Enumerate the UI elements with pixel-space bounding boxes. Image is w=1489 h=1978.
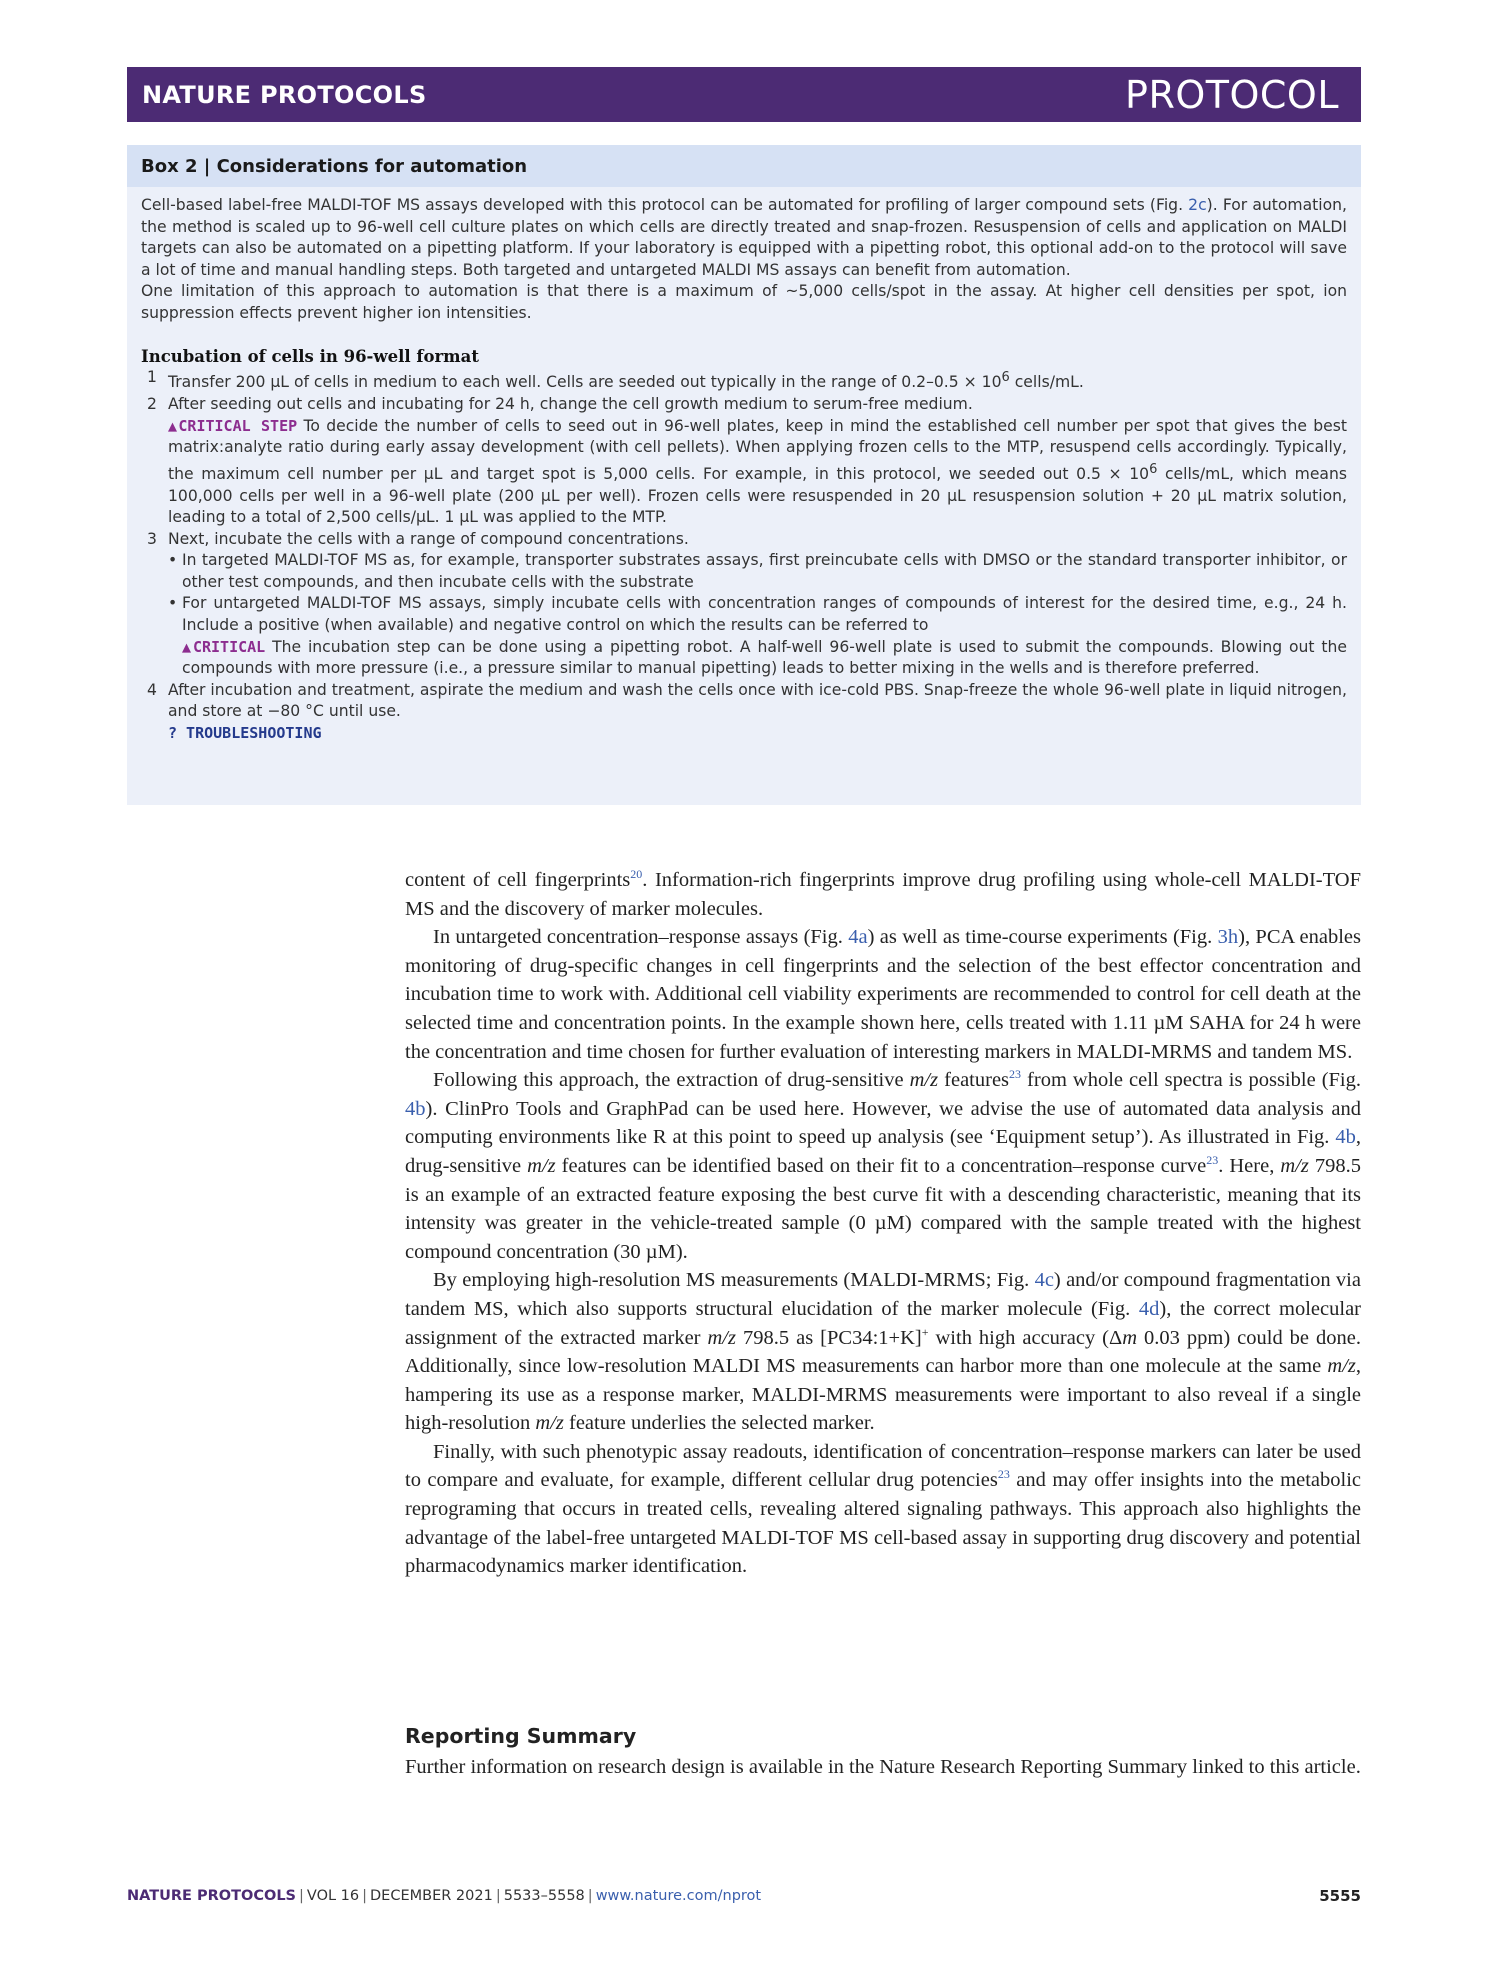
- step-2: [141, 394, 1347, 416]
- text-run: ). ClinPro Tools and GraphPad can be used here. However, we advise the use of automated data analysis and computing environments like R at this point to speed up analysis (see ‘Equipment setup’). As illustrated in Fig.: [405, 1097, 1361, 1149]
- text-run: features: [938, 1069, 1010, 1092]
- paragraph: [405, 1438, 1361, 1581]
- box-limitation-paragraph: One limitation of this approach to automation is that there is a maximum of ~5,000 cells/spot in the assay. At higher cell densities per spot, ion suppression effects prevent higher ion intensities.: [141, 282, 1347, 322]
- mz-italic: m/z: [527, 1154, 556, 1177]
- footer-volume: VOL 16: [306, 1888, 360, 1904]
- superscript: 6: [1001, 370, 1010, 386]
- text-run: To decide the number of cells to seed out in 96-well plates, keep in mind the established cell number per spot that gives the best matrix:analyte ratio during early assay development (with cell pellets). When applying frozen cells to the MTP, resuspend cells accordingly. Typically, the maximum cell number per µL and target spot is 5,000 cells. For example, in this protocol, we seeded out 0.5 × 10: [168, 416, 1347, 483]
- text-run: cells/mL, which means 100,000 cells per well in a 96-well plate (200 µL per well). Frozen cells were resuspended in 20 µL resuspension solution + 20 µL matrix solution, leading to a total of 2,500 cells/µL. 1 µL was applied to the MTP.: [168, 464, 1347, 527]
- critical-note: [141, 637, 1347, 680]
- text-run: 798.5 is an example of an extracted feature exposing the best curve fit with a descending characteristic, meaning that its intensity was greater in the vehicle-treated sample (0 µM) compared with the sample treated with the highest compound concentration (30 µM).: [405, 1154, 1361, 1263]
- text-run: Cell-based label-free MALDI-TOF MS assays developed with this protocol can be automated for profiling of larger compound sets (Fig.: [141, 196, 1189, 214]
- figure-link[interactable]: 4d: [1138, 1297, 1160, 1320]
- superscript: 6: [1149, 461, 1158, 477]
- figure-link[interactable]: 4b: [1335, 1126, 1356, 1149]
- text-run: 798.5 as [PC34:1+K]: [735, 1326, 922, 1349]
- separator: |: [299, 1888, 304, 1904]
- bullet-icon: •: [168, 551, 178, 570]
- paragraph: [405, 1266, 1361, 1438]
- text-run: cells/mL.: [1009, 373, 1084, 392]
- bullet-text: In targeted MALDI-TOF MS as, for example, transporter substrates assays, first preincubate cells with DMSO or the standard transporter inhibitor, or other test compounds, and then incubate cells with the substrate: [182, 551, 1347, 591]
- step-number: 1: [147, 368, 157, 387]
- text-run: By employing high-resolution MS measurements (MALDI-MRMS; Fig.: [433, 1269, 1035, 1292]
- bullet-item: [141, 550, 1347, 593]
- mz-italic: m/z: [909, 1069, 939, 1092]
- step-number: 3: [147, 529, 157, 548]
- footer-citation: [127, 1888, 761, 1904]
- mz-italic: m/z: [535, 1412, 564, 1435]
- box-intro-paragraph: [141, 195, 1347, 281]
- text-run: 0.03 ppm) could be done. Additionally, since low-resolution MALDI MS measurements can harbor more than one molecule at the same: [405, 1326, 1361, 1378]
- text-run: content of cell fingerprints: [405, 869, 631, 891]
- separator: |: [362, 1888, 368, 1904]
- text-run: ) as well as time-course experiments (Fig.: [867, 926, 1218, 949]
- reference-link[interactable]: 20: [630, 867, 643, 882]
- incubation-heading: Incubation of cells in 96-well format: [141, 346, 479, 366]
- text-run: ). For automation, the method is scaled up to 96-well cell culture plates on which cells are directly treated and snap-frozen. Resuspension of cells and application on MALDI targets can also be automated on a pipetting platform. If your laboratory is equipped with a pipetting robot, this optional add-on to the protocol will save a lot of time and manual handling steps. Both targeted and untargeted MALDI MS assays can benefit from automation.: [141, 196, 1347, 279]
- text-run: , hampering its use as a response marker, MALDI-MRMS measurements were important to also reveal if a single high-resolution: [405, 1355, 1361, 1435]
- text-run: feature underlies the selected marker.: [563, 1412, 875, 1435]
- critical-label: ▲CRITICAL: [182, 637, 266, 656]
- text-run: ) and/or compound fragmentation via tandem MS, which also supports structural elucidation of the marker molecule (Fig.: [405, 1269, 1361, 1320]
- footer-pages: 5533–5558: [503, 1888, 585, 1904]
- step-3: [141, 529, 1347, 551]
- page-footer: [127, 1887, 1361, 1905]
- text-run: and may offer insights into the metabolic reprograming that occurs in treated cells, revealing altered signaling pathways. This approach also highlights the advantage of the label-free untargeted MALDI-TOF MS cell-based assay in supporting drug discovery and potential pharmacodynamics marker identification.: [405, 1469, 1361, 1578]
- step-text: After incubation and treatment, aspirate the medium and wash the cells once with ice-cold PBS. Snap-freeze the whole 96-well plate in liquid nitrogen, and store at −80 °C until use.: [168, 680, 1347, 721]
- reference-link[interactable]: 23: [1206, 1153, 1219, 1168]
- critical-step-note: [141, 416, 1347, 529]
- paragraph: [405, 923, 1361, 1066]
- figure-link[interactable]: 4b: [405, 1097, 426, 1120]
- figure-link[interactable]: 4a: [848, 926, 868, 949]
- figure-link[interactable]: 2c: [1188, 196, 1207, 214]
- box-title: Box 2 | Considerations for automation: [127, 145, 1361, 187]
- text-run: Finally, with such phenotypic assay readouts, identification of concentration–response markers can later be used to compare and evaluate, for example, different cellular drug potencies: [405, 1440, 1361, 1492]
- figure-link[interactable]: 3h: [1217, 926, 1239, 949]
- step-1: [141, 367, 1347, 394]
- troubleshooting-link[interactable]: ? TROUBLESHOOTING: [168, 724, 322, 743]
- footer-url-link[interactable]: www.nature.com/nprot: [595, 1888, 762, 1904]
- reporting-summary-heading: Reporting Summary: [405, 1724, 637, 1748]
- step-number: 2: [147, 394, 157, 413]
- step-text: After seeding out cells and incubating for 24 h, change the cell growth medium to serum-free medium.: [168, 394, 973, 413]
- separator: |: [495, 1888, 501, 1904]
- text-run: The incubation step can be done using a pipetting robot. A half-well 96-well plate is used to submit the compounds. Blowing out the compounds with more pressure (i.e., a pressure similar to manual pipetting) leads to better mixing in the wells and is therefore preferred.: [182, 637, 1347, 678]
- box-body: [127, 187, 1361, 745]
- mz-italic: m/z: [1280, 1154, 1309, 1177]
- footer-date: DECEMBER 2021: [370, 1888, 493, 1904]
- bullet-text: For untargeted MALDI-TOF MS assays, simply incubate cells with concentration ranges of compounds of interest for the desired time, e.g., 24 h. Include a positive (when available) and negative control on which the results can be referred to: [182, 594, 1347, 635]
- text-run: ), PCA enables monitoring of drug-specific changes in cell fingerprints and the selection of the best effector concentration and incubation time to work with. Additional cell viability experiments are recommended to control for cell death at the selected time and concentration points. In the example shown here, cells treated with 1.11 µM SAHA for 24 h were the concentration and time chosen for further evaluation of interesting markers in MALDI-MRMS and tandem MS.: [405, 926, 1362, 1063]
- text-run: with high accuracy (Δ: [928, 1326, 1123, 1349]
- superscript: +: [921, 1324, 929, 1339]
- main-text-column: [405, 866, 1361, 1581]
- paragraph: [405, 866, 1361, 923]
- paragraph: [405, 1066, 1361, 1266]
- mz-italic: m/z: [1327, 1355, 1356, 1378]
- journal-name: NATURE PROTOCOLS: [142, 80, 427, 109]
- separator: |: [587, 1888, 593, 1904]
- footer-journal: NATURE PROTOCOLS: [127, 1888, 297, 1904]
- reporting-summary-text: Further information on research design is available in the Nature Research Reporting Summary linked to this article.: [405, 1756, 1361, 1778]
- text-run: . Information-rich fingerprints improve drug profiling using whole-cell MALDI-TOF MS and the discovery of marker molecules.: [405, 869, 1361, 920]
- figure-link[interactable]: 4c: [1034, 1269, 1054, 1292]
- page-number: 5555: [1319, 1887, 1361, 1905]
- reference-link[interactable]: 23: [1009, 1067, 1022, 1082]
- step-4: [141, 680, 1347, 723]
- text-run: ), the correct molecular assignment of the extracted marker: [405, 1297, 1361, 1349]
- step-text: Next, incubate the cells with a range of compound concentrations.: [168, 529, 689, 548]
- text-run: from whole cell spectra is possible (Fig.: [1021, 1069, 1361, 1092]
- delta-m-italic: m: [1122, 1326, 1138, 1349]
- journal-header: [127, 67, 1361, 122]
- critical-step-label: ▲CRITICAL STEP: [168, 416, 298, 435]
- bullet-item: [141, 593, 1347, 636]
- mz-italic: m/z: [707, 1326, 736, 1349]
- step-text: [168, 367, 1347, 394]
- box-considerations-automation: [127, 145, 1361, 805]
- bullet-icon: •: [168, 594, 178, 613]
- reference-link[interactable]: 23: [997, 1467, 1010, 1482]
- article-type: PROTOCOL: [1125, 72, 1339, 117]
- text-run: Transfer 200 µL of cells in medium to each well. Cells are seeded out typically in the range of 0.2–0.5 × 10: [168, 373, 1002, 392]
- step-number: 4: [147, 680, 157, 699]
- text-run: Following this approach, the extraction of drug-sensitive: [433, 1069, 910, 1092]
- text-run: features can be identified based on their fit to a concentration–response curve: [555, 1154, 1207, 1177]
- text-run: . Here,: [1218, 1154, 1281, 1177]
- text-run: In untargeted concentration–response assays (Fig.: [433, 926, 849, 949]
- text-run: , drug-sensitive: [405, 1126, 1361, 1177]
